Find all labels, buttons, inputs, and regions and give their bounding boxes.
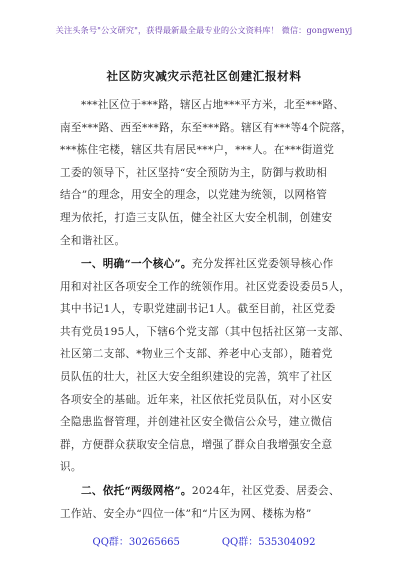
header-promo-note: 关注头条号"公文研究"，获得最新最全最专业的公文资料库！ 微信：gongwenyj [55,25,353,35]
intro-line: ***社区位于***路，辖区占地***平方米，北至***路、 [81,99,345,111]
section-one-line: 用和对社区各项安全工作的统领作用。社区党委设委员5人， [60,280,351,293]
footer-qq-groups [0,533,408,548]
intro-line: 理为依托，打造三支队伍，健全社区大安全机制，创建安 [60,211,333,224]
section-two-first-line [60,480,360,503]
section-two-line: 工作站、安全办“四位一体”和“片区为网、楼栋为格” [60,507,312,520]
intro-line: 结合”的理念，用安全的理念，以党建为统领，以网格管 [60,189,328,202]
intro-line: 全和谐社区。 [60,234,126,247]
section-two-heading: 二、依托“两级网格”。 [81,485,192,497]
section-two-first-line-text: 2024年，社区党委、居委会、 [191,485,340,497]
section-one-line: 群，方便群众获取安全信息，增强了群众自我增强安全意 [60,438,333,451]
footer-qq-group-2: QQ群：535304092 [221,537,316,548]
section-one-line: 识。 [60,461,82,474]
footer-qq-group-1: QQ群：30265665 [92,537,180,548]
section-one-heading: 一、明确“一个核心”。 [81,258,192,270]
section-one-line: 共有党员195人，下辖6个党支部（其中包括社区第一支部、 [60,325,350,338]
intro-line: ***栋住宅楼，辖区共有居民***户，***人。在***街道党 [60,144,335,157]
section-one-line: 各项安全的基础。近年来，社区依托党员队伍，对小区安 [60,393,333,406]
intro-paragraph [60,94,360,252]
intro-line: 工委的领导下，社区坚持“安全预防为主，防御与救助相 [60,166,328,179]
section-one-line: 全隐患监督管理，并创建社区安全微信公众号，建立微信 [60,416,333,429]
document-title: 社区防灾减灾示范社区创建汇报材料 [106,69,302,83]
section-one-first-line [60,253,360,276]
intro-line: 南至***路、西至***路，东至***路。辖区有***等4个院落， [60,121,353,134]
section-one-paragraph [60,253,360,479]
section-one-line: 员队伍的壮大，社区大安全组织建设的完善，筑牢了社区 [60,370,333,383]
section-one-first-line-text: 充分发挥社区党委领导核心作 [191,258,334,270]
section-one-line: 社区第二支部、*物业三个支部、养老中心支部），随着党 [60,348,333,361]
section-one-line: 其中书记1人，专职党建副书记1人。截至目前，社区党委 [60,303,336,316]
section-two-paragraph [60,480,360,525]
